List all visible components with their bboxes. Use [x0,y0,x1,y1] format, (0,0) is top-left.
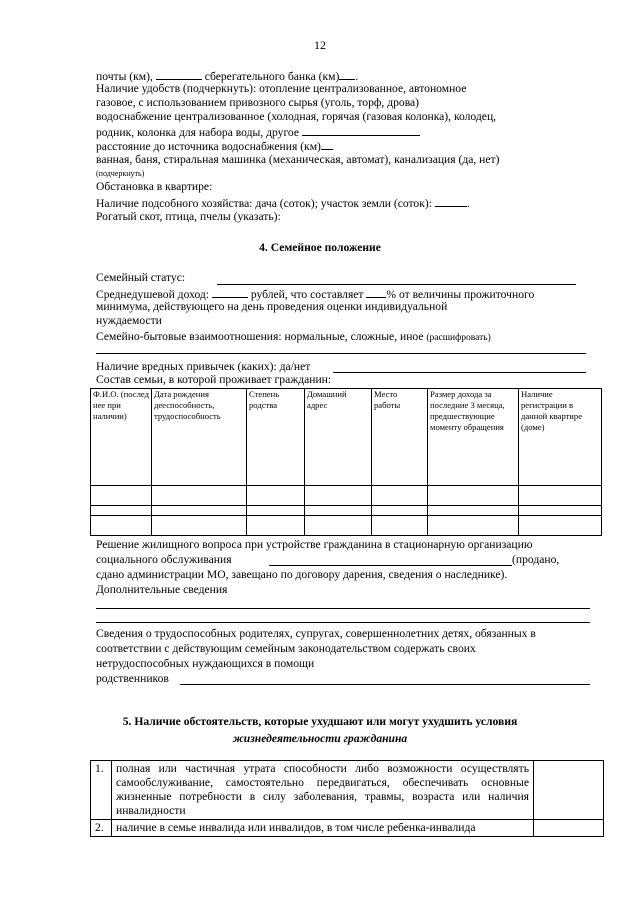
bank-distance-blank [339,68,355,80]
page-number: 12 [314,38,326,52]
bath-sewage-line: ванная, баня, стиральная машинка (механическая, автомат), канализация (да, нет) [96,153,500,166]
family-composition-line: Состав семьи, в которой проживает гражданин: [96,373,332,386]
apartment-conditions-line: Обстановка в квартире: [96,180,213,193]
amenities-line: Наличие удобств (подчеркнуть): отопление централизованное, автономное [96,82,467,95]
extra-info-blank-1 [96,608,590,609]
livestock-line: Рогатый скот, птица, пчелы (указать): [96,210,281,223]
other-water-blank [302,124,420,136]
row-text: наличие в семье инвалида или инвалидов, в том числе ребенка-инвалида [112,820,534,837]
post-distance-blank [156,68,202,80]
income-line-3: нуждаемости [96,314,162,327]
heating-line: газовое, с использованием привозного сырья (уголь, торф, дрова) [96,96,420,109]
header-registration: Наличие регистрации в данной квартире (доме) [519,389,602,486]
income-line: Среднедушевой доход: рублей, что составляет % от величины прожиточного [96,288,535,301]
table-row [91,761,604,820]
relatives-line-4: родственников [96,672,169,685]
extra-info-blank-2 [96,622,590,623]
post-distance-label: почты (км), [96,70,153,83]
water-source-line: родник, колонка для набора воды, другое [96,124,596,140]
table-row [91,506,602,516]
circumstances-table [90,760,604,837]
header-address: Домашний адрес [305,389,372,486]
family-table [90,388,602,536]
relatives-blank [180,684,590,685]
relations-line: Семейно-бытовые взаимоотношения: нормальные, сложные, иное (расшифровать) [96,330,491,343]
extra-info-line: Дополнительные сведения [96,583,228,596]
underline-note: (подчеркнуть) [96,169,145,178]
income-line-2: минимума, действующего на день проведения оценки индивидуальной [96,300,448,313]
housing-line-3: сдано администрации МО, завещано по договору дарения, сведения о наследнике). [96,568,508,581]
table-row [91,486,602,506]
housing-line-1: Решение жилищного вопроса при устройстве гражданина в стационарную организацию [96,538,533,551]
header-fio: Ф.И.О. (послед нее при наличии) [91,389,152,486]
header-birthdate: Дата рождения дееспособность, трудоспособность [152,389,247,486]
table-row [91,516,602,536]
relatives-line-2: соответствии с действующим семейным законодательством содержать своих [96,642,476,655]
family-status-blank [217,284,576,285]
housing-blank [269,565,512,566]
household-plot-line: Наличие подсобного хозяйства: дача (соток); участок земли (соток): . [96,197,470,210]
header-income: Размер дохода за последние 3 месяца, предшествующие моменту обращения [428,389,519,486]
distance-line: почты (км), сберегательного банка (км) . [96,70,359,83]
table-row [91,820,604,837]
housing-line-2: социального обслуживания [96,553,232,566]
section-5-title: 5. Наличие обстоятельств, которые ухудшают или могут ухудшить условия [122,715,518,728]
row-number: 1. [91,761,112,820]
land-area-blank [435,195,467,207]
document-page: 12 почты (км), сберегательного банка (км) . Наличие удобств (подчеркнуть): отопление централизованное, автономное газовое, с использованием привозного сырья (уголь, торф, дрова) водоснабжение централизованное (холодная, горячая (газовая колонка), колодец, родник, колонка для набора воды, другое расстояние до источника водоснабжения (км) ванная, баня, стиральная машинка (механическая, автомат), канализация (да, нет) (подчеркнуть) Обстановка в квартире: Наличие подсобного хозяйства: дача (соток); участок земли (соток): . Рогатый скот, птица, пчелы (указать): 4. Семейное положение Семейный статус: Среднедушевой доход: рублей, что составляет % от величины прожиточного минимума, действующего на день проведения оценки индивидуальной нуждаемости Семейно-бытовые взаимоотношения: нормальные, сложные, иное (расшифровать) Наличие вредных привычек (каких): да/нет Состав семьи, в которой проживает гражданин: Ф.И.О. (послед нее при наличии) Дата рождения дееспособность, трудоспособность Степень родства Домашний адрес Место работы Размер дохода за последние 3 месяца, предшествующие моменту обращения Наличие регистрации в данной квартире (доме) Решение жилищного вопроса при устройстве гражданина в стационарную организацию социального обслуживания (продано, сдано администрации МО, завещано по договору дарения, сведения о наследнике). Дополнительные сведения Сведения о трудоспособных родителях, супругах, совершеннолетних детях, обязанных в соответствии с действующим семейным законодательством содержать своих нетрудоспособных нуждающихся в помощи родственников 5. Наличие обстоятельств, которые ухудшают или могут ухудшить условия жизнедеятельности гражданина 1. полная или частичная утрата способности либо возможности осуществлять самообслуживание, самостоятельно передвигаться, обеспечивать основные жизненные потребности в силу заболевания, травмы, возраста или наличия инвалидности 2. наличие в семье инвалида или инвалидов, в том числе ребенка-инвалида [0,0,640,905]
water-distance-line: расстояние до источника водоснабжения (км) [96,138,596,154]
row-number: 2. [91,820,112,837]
income-blank [212,286,248,298]
relations-blank [96,353,586,354]
family-table-header-row [91,389,602,486]
family-status-line: Семейный статус: [96,271,186,284]
percent-blank [366,286,386,298]
bank-distance-label: сберегательного банка (км) [204,70,340,83]
header-relation: Степень родства [247,389,305,486]
water-supply-line: водоснабжение централизованное (холодная, горячая (газовая колонка), колодец, [96,110,497,123]
row-text: полная или частичная утрата способности либо возможности осуществлять самообслуживание, самостоятельно передвигаться, обеспечивать основные жизненные потребности в силу заболевания, травмы, возраста или наличия инвалидности [112,761,534,820]
relatives-line-1: Сведения о трудоспособных родителях, супругах, совершеннолетних детях, обязанных в [96,627,536,640]
row-value [534,820,604,837]
header-workplace: Место работы [372,389,428,486]
section-5-subtitle: жизнедеятельности гражданина [232,732,408,745]
bad-habits-line: Наличие вредных привычек (каких): да/нет [96,360,311,373]
section-4-title: 4. Семейное положение [259,241,381,254]
row-value [534,761,604,820]
relatives-line-3: нетрудоспособных нуждающихся в помощи [96,657,315,670]
